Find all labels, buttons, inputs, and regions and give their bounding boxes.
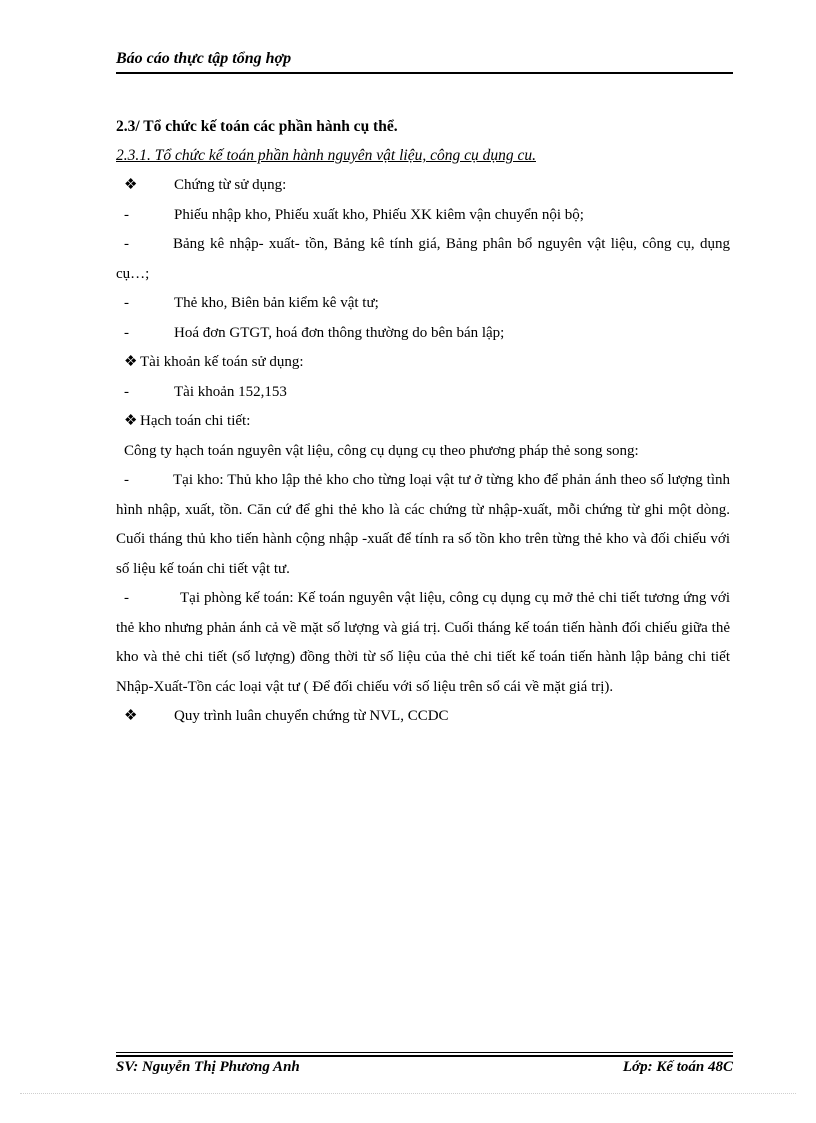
doc-item-4 bbox=[116, 319, 730, 349]
doc-item-4-text: Hoá đơn GTGT, hoá đơn thông thường do bên bán lập; bbox=[174, 324, 505, 341]
doc-item-3-text: Thẻ kho, Biên bản kiểm kê vật tư; bbox=[174, 295, 379, 311]
accounting-paragraph-text: Tại phòng kế toán: Kế toán nguyên vật liệu, công cụ dụng cụ mở thẻ chi tiết tương ứng với thẻ kho nhưng phản ánh cả về mặt số lượng và giá trị. Cuối tháng kế toán tiến hành đối chiếu giữa thẻ kho và thẻ chi tiết (số lượng) đồng thời từ số liệu của thẻ chi tiết kế toán tiến hành lập bảng chi tiết Nhập-Xuất-Tồn các loại vật tư ( Để đối chiếu với số liệu trên sổ cái về mặt giá trị). bbox=[116, 590, 730, 695]
dash-marker: - bbox=[124, 295, 129, 311]
page-content bbox=[116, 112, 730, 732]
doc-item-1 bbox=[116, 201, 730, 231]
doc-item-1-text: Phiếu nhập kho, Phiếu xuất kho, Phiếu XK kiêm vận chuyển nội bộ; bbox=[174, 206, 584, 223]
accounts-title: Tài khoản kế toán sử dụng: bbox=[140, 354, 304, 370]
footer-rule-thin bbox=[116, 1052, 733, 1053]
dash-marker: - bbox=[124, 590, 129, 606]
section-heading: 2.3/ Tổ chức kế toán các phần hành cụ thể. bbox=[116, 118, 398, 135]
dash-marker: - bbox=[124, 324, 129, 341]
doc-item-2 bbox=[116, 230, 730, 289]
doc-item-3 bbox=[116, 289, 730, 319]
footer-class: Lớp: Kế toán 48C bbox=[622, 1059, 733, 1075]
accounting-paragraph bbox=[116, 584, 730, 702]
account-item-text: Tài khoản 152,153 bbox=[174, 383, 287, 400]
header-title: Báo cáo thực tập tổng hợp bbox=[116, 50, 292, 67]
warehouse-paragraph-text: Tại kho: Thủ kho lập thẻ kho cho từng loại vật tư ở từng kho để phản ánh theo số lượng tình hình nhập, xuất, tồn. Căn cứ để ghi thẻ kho là các chứng từ nhập-xuất, mỗi chứng từ ghi một dòng. Cuối tháng thủ kho tiến hành cộng nhập -xuất để tính ra số tồn kho trên từng thẻ kho và đối chiếu với số liệu kế toán chi tiết vật tư. bbox=[116, 472, 730, 577]
dash-marker: - bbox=[124, 472, 129, 488]
doc-item-2-text: Bảng kê nhập- xuất- tồn, Bảng kê tính giá, Bảng phân bổ nguyên vật liệu, công cụ, dụng cụ…; bbox=[116, 236, 730, 282]
detail-intro: Công ty hạch toán nguyên vật liệu, công cụ dụng cụ theo phương pháp thẻ song song: bbox=[124, 442, 639, 459]
page-edge-divider bbox=[20, 1093, 796, 1094]
documents-title-item bbox=[116, 171, 730, 201]
account-item bbox=[116, 378, 730, 408]
section-subheading: 2.3.1. Tổ chức kế toán phần hành nguyên vật liệu, công cụ dụng cu. bbox=[116, 147, 536, 164]
dash-marker: - bbox=[124, 236, 129, 252]
diamond-bullet-icon: ❖ bbox=[124, 413, 138, 429]
detail-title: Hạch toán chi tiết: bbox=[140, 413, 251, 429]
diamond-bullet-icon: ❖ bbox=[124, 354, 138, 370]
accounts-title-item bbox=[116, 348, 730, 378]
documents-title: Chứng từ sử dụng: bbox=[174, 177, 287, 193]
header-rule bbox=[116, 72, 733, 74]
detail-title-item bbox=[116, 407, 730, 437]
process-title-item bbox=[116, 702, 730, 732]
process-title: Quy trình luân chuyển chứng từ NVL, CCDC bbox=[174, 708, 449, 724]
warehouse-paragraph bbox=[116, 466, 730, 584]
footer-rule-thick bbox=[116, 1055, 733, 1057]
page-header bbox=[116, 50, 733, 74]
footer-student: SV: Nguyễn Thị Phương Anh bbox=[116, 1059, 300, 1075]
diamond-bullet-icon: ❖ bbox=[124, 177, 138, 193]
diamond-bullet-icon: ❖ bbox=[124, 708, 138, 724]
dash-marker: - bbox=[124, 206, 129, 223]
dash-marker: - bbox=[124, 383, 129, 400]
